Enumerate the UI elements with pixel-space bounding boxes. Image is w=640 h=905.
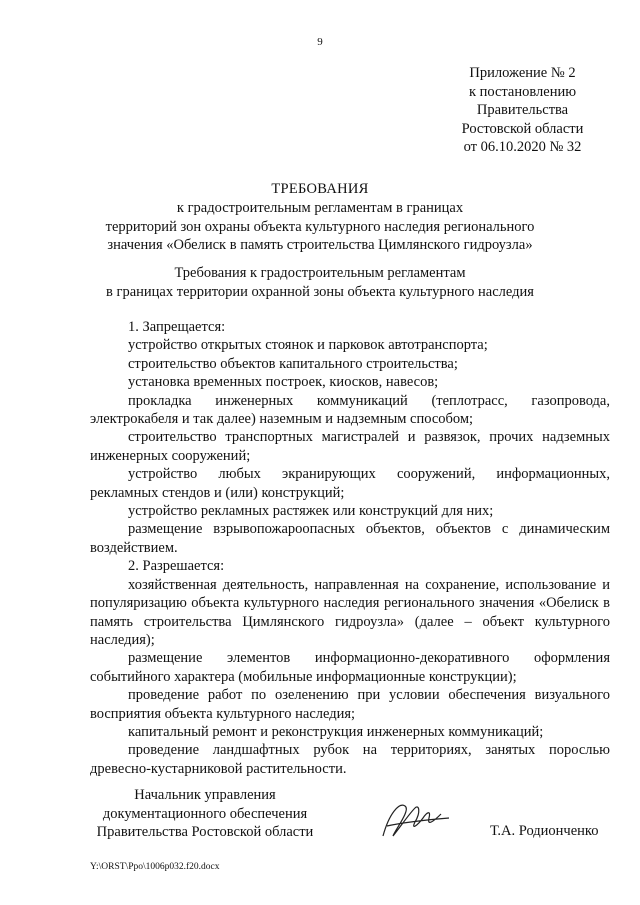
paragraph: проведение ландшафтных рубок на территориях, занятых порослью древесно-кустарниковой растительности. [90,742,610,777]
paragraph: размещение взрывопожароопасных объектов, объектов с динамическим воздействием. [90,521,610,556]
section-heading [60,264,580,301]
paragraph: проведение работ по озеленению при условии обеспечения визуального восприятия объекта культурного наследия; [90,687,610,722]
appendix-header [430,64,615,157]
paragraph: установка временных построек, киосков, навесов; [128,374,439,391]
signatory-name: Т.А. Родионченко [490,823,599,839]
paragraph: 1. Запрещается: [128,319,226,335]
appendix-line: Правительства [476,102,569,118]
paragraph: капитальный ремонт и реконструкция инженерных коммуникаций; [128,723,544,740]
appendix-line: Приложение № 2 [469,65,576,81]
handwritten-signature [375,796,455,846]
paragraph: прокладка инженерных коммуникаций (теплотрасс, газопровода, электрокабеля и так далее) наземным и надземным способом; [90,392,610,428]
paragraph: устройство рекламных растяжек или конструкций для них; [128,503,494,520]
subtitle-line: территорий зон охраны объекта культурного наследия регионального [105,218,535,235]
document-body [90,318,610,778]
signatory-line: Правительства Ростовской области [96,824,314,840]
subtitle-line: к градостроительным регламентам в границах [176,200,464,216]
appendix-line: Ростовской области [461,120,584,137]
paragraph: хозяйственная деятельность, направленная на сохранение, использование и популяризацию объекта культурного наследия регионального значения «Обелиск в память строительства Цимлянского гидроузла» (далее – объект культурного наследия); [90,576,610,648]
signatory-line: Начальник управления [134,787,276,803]
signatory-line: документационного обеспечения [102,805,308,822]
appendix-line: к постановлению [468,83,577,100]
document-title: ТРЕБОВАНИЯ [271,181,369,197]
file-path-footer: Y:\ORST\Ppo\1006p032.f20.docx [90,862,220,872]
paragraph: строительство транспортных магистралей и развязок, прочих надземных инженерных сооружений; [90,429,610,464]
paragraph: строительство объектов капитального строительства; [128,355,458,372]
paragraph: размещение элементов информационно-декоративного оформления событийного характера (мобильные информационные конструкции); [90,650,610,685]
page-number: 9 [317,36,323,48]
section-heading-line: в границах территории охранной зоны объекта культурного наследия [106,283,534,300]
subtitle-line: значения «Обелиск в память строительства Цимлянского гидроузла» [107,237,533,253]
document-subtitle [60,199,580,255]
signatory-title [90,786,320,842]
paragraph: устройство любых экранирующих сооружений, информационных, рекламных стендов и (или) конструкций; [90,466,610,501]
section-heading-line: Требования к градостроительным регламентам [174,265,466,281]
paragraph: устройство открытых стоянок и парковок автотранспорта; [128,337,488,354]
paragraph: 2. Разрешается: [128,558,225,575]
appendix-line: от 06.10.2020 № 32 [463,139,582,155]
